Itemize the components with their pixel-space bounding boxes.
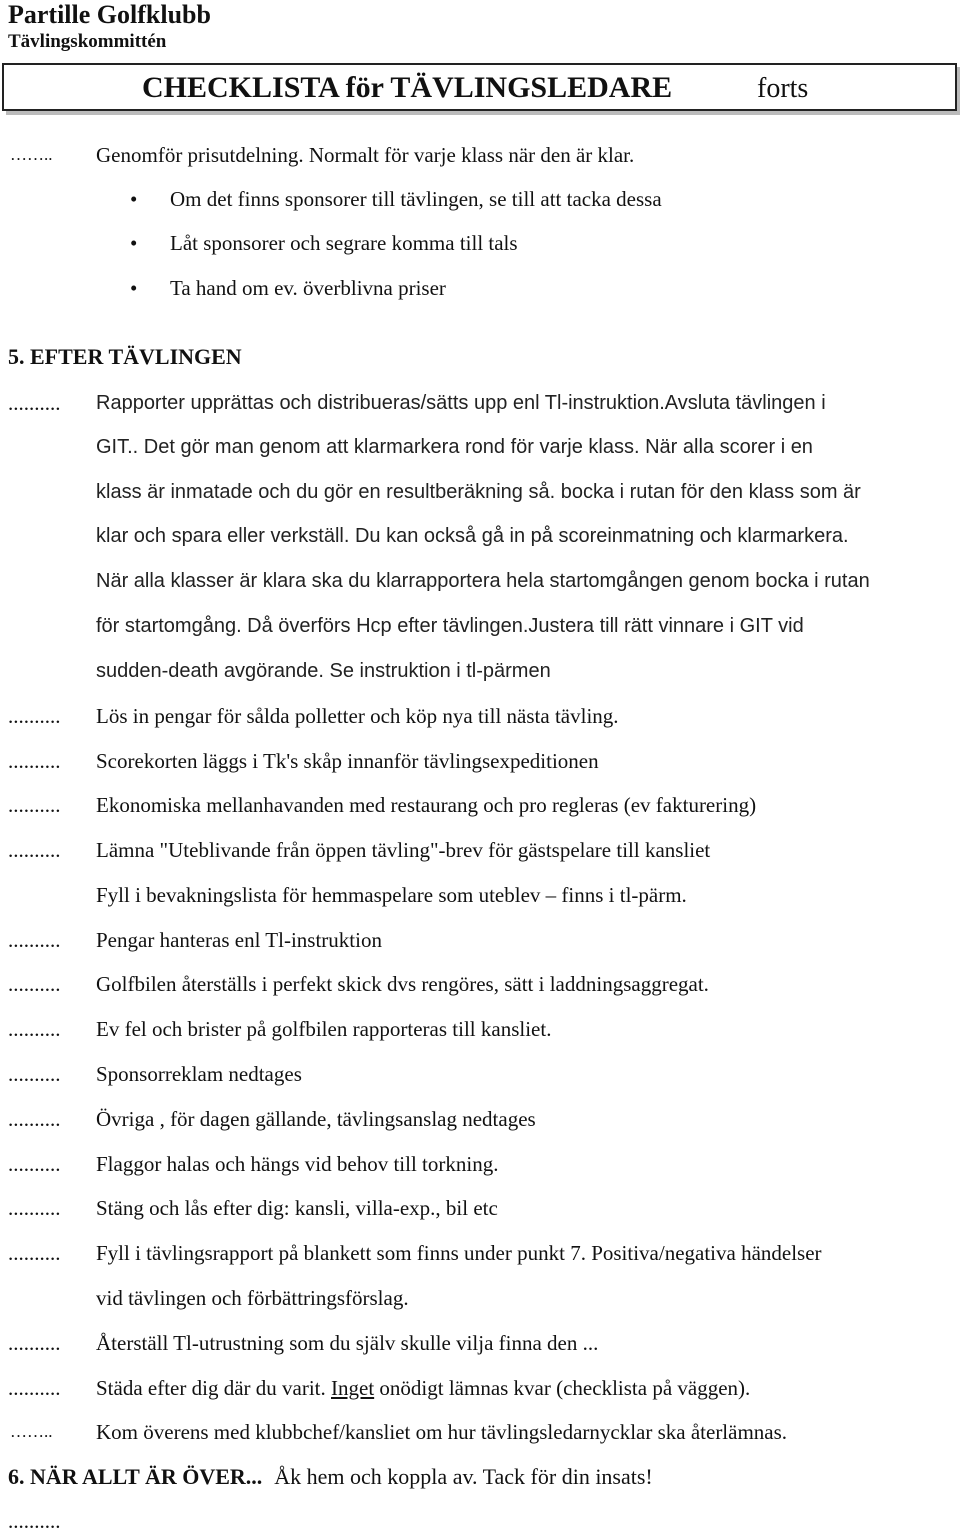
checklist-item [0, 1506, 960, 1536]
checkbox-dots: .......... [8, 1331, 61, 1355]
bullet-icon: • [130, 187, 138, 211]
item-text: Återställ Tl-utrustning som du själv skulle vilja finna den ... [96, 1331, 599, 1355]
checkbox-dots: .......... [8, 1196, 61, 1220]
item-text: Lös in pengar för sålda polletter och köp nya till nästa tävling. [96, 704, 619, 728]
continuation-line [0, 432, 960, 462]
checkbox-dots: …….. [10, 145, 53, 164]
bullet-icon: • [130, 276, 138, 300]
item-text: vid tävlingen och förbättringsförslag. [96, 1286, 409, 1310]
item-text: Genomför prisutdelning. Normalt för varje klass när den är klar. [96, 143, 635, 167]
checklist-item [0, 1238, 960, 1268]
checkbox-dots: .......... [8, 1017, 61, 1041]
continuation-line [0, 656, 960, 686]
title-suffix: forts [757, 73, 809, 104]
item-text: Kom överens med klubbchef/kansliet om hur tävlingsledarnycklar ska återlämnas. [96, 1420, 788, 1444]
checkbox-dots: .......... [8, 1107, 61, 1131]
checklist-item [0, 790, 960, 820]
checklist-item [0, 1014, 960, 1044]
continuation-line [0, 611, 960, 641]
checklist-item [0, 969, 960, 999]
committee-name: Tävlingskommittén [8, 31, 167, 52]
item-text: Fyll i tävlingsrapport på blankett som finns under punkt 7. Positiva/negativa händelser [96, 1241, 822, 1265]
checklist-item [0, 1373, 960, 1403]
checkbox-dots: .......... [8, 1062, 61, 1086]
item-text: Pengar hanteras enl Tl-instruktion [96, 928, 382, 952]
checkbox-dots: .......... [8, 704, 61, 728]
item-text [96, 1373, 750, 1403]
item-text: Fyll i bevakningslista för hemmaspelare som uteblev – finns i tl-pärm. [96, 883, 687, 907]
bullet-item [0, 228, 960, 258]
item-text: Rapporter upprättas och distribueras/sätts upp enl Tl-instruktion.Avsluta tävlingen i [96, 392, 826, 414]
checkbox-dots: .......... [8, 972, 61, 996]
item-text: När alla klasser är klara ska du klarrapportera hela startomgången genom bocka i rutan [96, 570, 870, 592]
continuation-line [0, 1283, 960, 1313]
checkbox-dots: .......... [8, 1152, 61, 1176]
checkbox-dots: .......... [8, 1241, 61, 1265]
item-text: Flaggor halas och hängs vid behov till torkning. [96, 1152, 499, 1176]
checklist-item [0, 140, 960, 170]
checklist-item [0, 746, 960, 776]
title-box [2, 63, 957, 111]
checkbox-dots: …….. [10, 1422, 53, 1441]
checklist-item [0, 925, 960, 955]
item-text: Övriga , för dagen gällande, tävlingsanslag nedtages [96, 1107, 536, 1131]
item-text: Ekonomiska mellanhavanden med restaurang och pro regleras (ev fakturering) [96, 793, 757, 817]
underlined-word: Inget [331, 1376, 375, 1400]
item-text: sudden-death avgörande. Se instruktion i tl-pärmen [96, 660, 551, 682]
checklist-item [0, 1193, 960, 1223]
section-heading-5: 5. EFTER TÄVLINGEN [8, 344, 242, 369]
item-text: Scorekorten läggs i Tk's skåp innanför tävlingsexpeditionen [96, 749, 599, 773]
checklist-item [0, 1417, 960, 1447]
bullet-text: Ta hand om ev. överblivna priser [170, 276, 446, 300]
document-title: CHECKLISTA för TÄVLINGSLEDARE [142, 71, 673, 104]
bullet-item [0, 184, 960, 214]
item-text: Stäng och lås efter dig: kansli, villa-exp., bil etc [96, 1196, 498, 1220]
bullet-text: Låt sponsorer och segrare komma till tals [170, 231, 518, 255]
checkbox-dots: .......... [8, 749, 61, 773]
bullet-icon: • [130, 231, 138, 255]
item-text: för startomgång. Då överförs Hcp efter tävlingen.Justera till rätt vinnare i GIT vid [96, 615, 804, 637]
item-text: Ev fel och brister på golfbilen rapporteras till kansliet. [96, 1017, 552, 1041]
item-text: klar och spara eller verkställ. Du kan också gå in på scoreinmatning och klarmarkera. [96, 525, 849, 547]
checkbox-dots: .......... [8, 1376, 61, 1400]
section-6 [8, 1462, 653, 1492]
continuation-line [0, 880, 960, 910]
continuation-line [0, 521, 960, 551]
checklist-item [0, 835, 960, 865]
checkbox-dots: .......... [8, 793, 61, 817]
item-text: GIT.. Det gör man genom att klarmarkera rond för varje klass. När alla scorer i en [96, 436, 813, 458]
item-text: Lämna "Uteblivande från öppen tävling"-brev för gästspelare till kansliet [96, 838, 711, 862]
checkbox-dots: .......... [8, 838, 61, 862]
checkbox-dots: .......... [8, 391, 61, 415]
bullet-text: Om det finns sponsorer till tävlingen, se till att tacka dessa [170, 187, 662, 211]
checklist-item [0, 701, 960, 731]
continuation-line [0, 566, 960, 596]
continuation-line [0, 477, 960, 507]
item-text-part: Städa efter dig där du varit. [96, 1376, 326, 1400]
checklist-item [0, 1059, 960, 1089]
item-text-part: onödigt lämnas kvar (checklista på väggen). [379, 1376, 751, 1400]
section-heading-6: 6. NÄR ALLT ÄR ÖVER... [8, 1464, 263, 1489]
checklist-item [0, 388, 960, 418]
checklist-item [0, 1104, 960, 1134]
item-text: klass är inmatade och du gör en resultberäkning så. bocka i rutan för den klass som är [96, 481, 861, 503]
bullet-item [0, 273, 960, 303]
item-text: Golfbilen återställs i perfekt skick dvs rengöres, sätt i laddningsaggregat. [96, 972, 709, 996]
item-text: Sponsorreklam nedtages [96, 1062, 302, 1086]
checklist-item [0, 1328, 960, 1358]
section-6-text: Åk hem och koppla av. Tack för din insats! [274, 1464, 653, 1489]
checkbox-dots: .......... [8, 928, 61, 952]
organization-name: Partille Golfklubb [8, 0, 211, 29]
checklist-item [0, 1149, 960, 1179]
checkbox-dots: .......... [8, 1509, 61, 1533]
